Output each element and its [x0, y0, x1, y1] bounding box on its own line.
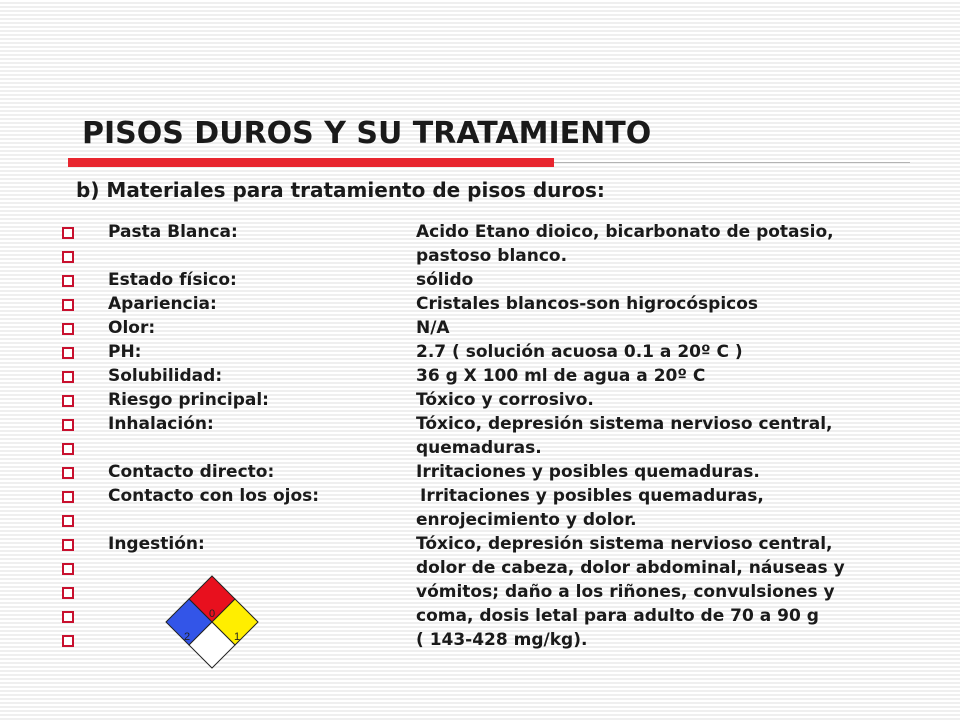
list-item: [62, 363, 922, 387]
property-value: Tóxico, depresión sistema nervioso central,: [416, 414, 833, 434]
square-bullet-icon: [62, 443, 74, 455]
property-value: 2.7 ( solución acuosa 0.1 a 20º C ): [416, 342, 743, 362]
nfpa-hazard-diamond-icon: [162, 572, 262, 672]
square-bullet-icon: [62, 563, 74, 575]
property-label: Estado físico:: [108, 270, 237, 290]
property-value: vómitos; daño a los riñones, convulsiones y: [416, 582, 835, 602]
list-item: [62, 411, 922, 435]
list-item: [62, 267, 922, 291]
property-label: Pasta Blanca:: [108, 222, 238, 242]
square-bullet-icon: [62, 635, 74, 647]
square-bullet-icon: [62, 611, 74, 623]
list-item: [62, 339, 922, 363]
square-bullet-icon: [62, 251, 74, 263]
property-value: enrojecimiento y dolor.: [416, 510, 637, 530]
property-value: dolor de cabeza, dolor abdominal, náuseas y: [416, 558, 845, 578]
property-label: Olor:: [108, 318, 156, 338]
property-value: Acido Etano dioico, bicarbonato de potasio,: [416, 222, 834, 242]
property-value: Irritaciones y posibles quemaduras.: [416, 462, 760, 482]
list-item: [62, 387, 922, 411]
list-item: [62, 483, 922, 507]
property-value: quemaduras.: [416, 438, 542, 458]
slide-subtitle: b) Materiales para tratamiento de pisos duros:: [76, 178, 605, 202]
property-value: Tóxico, depresión sistema nervioso central,: [416, 534, 833, 554]
property-label: Riesgo principal:: [108, 390, 269, 410]
list-item: [62, 435, 922, 459]
property-value: sólido: [416, 270, 474, 290]
health-rating: 2: [183, 631, 191, 643]
list-item: [62, 459, 922, 483]
square-bullet-icon: [62, 587, 74, 599]
property-value: ( 143-428 mg/kg).: [416, 630, 588, 650]
list-item: [62, 219, 922, 243]
list-item: [62, 507, 922, 531]
square-bullet-icon: [62, 275, 74, 287]
property-value: pastoso blanco.: [416, 246, 568, 266]
property-value: Cristales blancos-son higrocóspicos: [416, 294, 759, 314]
property-label: Ingestión:: [108, 534, 205, 554]
square-bullet-icon: [62, 395, 74, 407]
square-bullet-icon: [62, 515, 74, 527]
square-bullet-icon: [62, 227, 74, 239]
list-item: [62, 531, 922, 555]
property-label: Contacto directo:: [108, 462, 275, 482]
property-value: 36 g X 100 ml de agua a 20º C: [416, 366, 706, 386]
flammability-rating: 0: [208, 608, 216, 620]
list-item: [62, 291, 922, 315]
property-value: Irritaciones y posibles quemaduras,: [420, 486, 764, 506]
slide-title: PISOS DUROS Y SU TRATAMIENTO: [82, 116, 652, 151]
square-bullet-icon: [62, 539, 74, 551]
square-bullet-icon: [62, 323, 74, 335]
square-bullet-icon: [62, 467, 74, 479]
square-bullet-icon: [62, 371, 74, 383]
property-label: PH:: [108, 342, 142, 362]
property-value: Tóxico y corrosivo.: [416, 390, 594, 410]
list-item: [62, 243, 922, 267]
property-label: Apariencia:: [108, 294, 217, 314]
square-bullet-icon: [62, 347, 74, 359]
reactivity-rating: 1: [233, 631, 241, 643]
property-label: Solubilidad:: [108, 366, 223, 386]
square-bullet-icon: [62, 419, 74, 431]
list-item: [62, 315, 922, 339]
title-accent-bar: [68, 158, 554, 167]
property-value: coma, dosis letal para adulto de 70 a 90 g: [416, 606, 819, 626]
square-bullet-icon: [62, 299, 74, 311]
square-bullet-icon: [62, 491, 74, 503]
property-label: Inhalación:: [108, 414, 214, 434]
property-label: Contacto con los ojos:: [108, 486, 320, 506]
property-value: N/A: [416, 318, 450, 338]
